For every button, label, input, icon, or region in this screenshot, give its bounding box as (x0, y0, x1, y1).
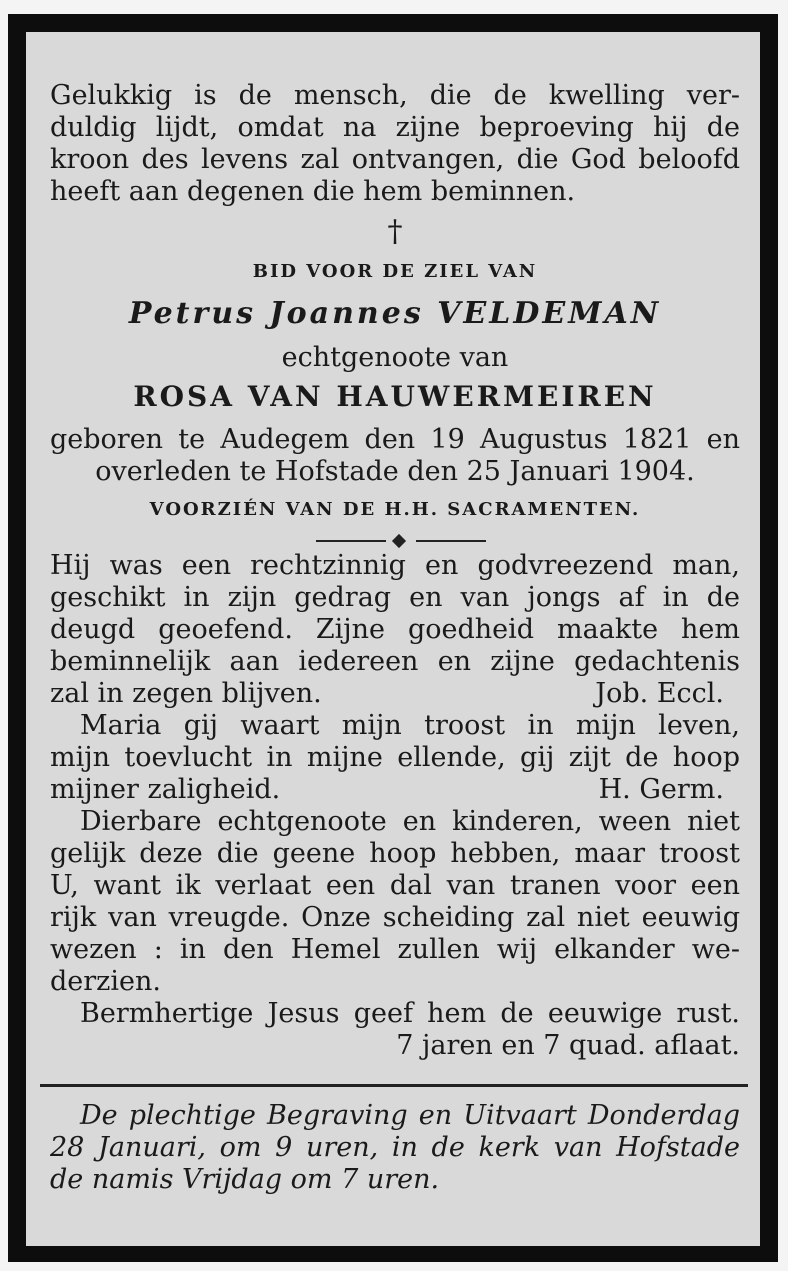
body-line: beminnelijk aan iedereen en zijne gedachtenis (50, 646, 740, 677)
cross-icon: † (387, 214, 403, 249)
body-line: mijn toevlucht in mijne ellende, gij zijt de hoop (50, 742, 740, 773)
attribution: H. Germ. (598, 774, 724, 805)
body-line: Bermhertige Jesus geef hem de eeuwige rust. (80, 998, 740, 1029)
body-line: wezen : in den Hemel zullen wij elkander we- (50, 934, 740, 965)
body-line: U, want ik verlaat een dal van tranen voor een (50, 870, 740, 901)
death-line: overleden te Hofstade den 25 Januari 1904. (95, 456, 695, 487)
body-line: Hij was een rechtzinnig en godvreezend man, (50, 550, 740, 581)
funeral-line: 28 Januari, om 9 uren, in de kerk van Hofstade (50, 1132, 740, 1163)
body-line: derzien. (50, 966, 161, 997)
body-line-with-attribution (50, 774, 740, 806)
funeral-line: de namis Vrijdag om 7 uren. (50, 1164, 440, 1195)
spouse-name: ROSA VAN HAUWERMEIREN (133, 380, 657, 413)
funeral-line: De plechtige Begraving en Uitvaart Donderdag (80, 1100, 740, 1131)
body-text (50, 550, 740, 1062)
body-line: Maria gij waart mijn troost in mijn leven, (80, 710, 740, 741)
memorial-card (8, 14, 778, 1262)
pray-line: BID VOOR DE ZIEL VAN (252, 261, 538, 282)
birth-line: geboren te Audegem den 19 Augustus 1821 en (50, 424, 740, 455)
card-paper (26, 32, 760, 1246)
body-line: gelijk deze die geene hoop hebben, maar troost (50, 838, 740, 869)
verse-line: Gelukkig is de mensch, die de kwelling ver- (50, 80, 740, 111)
opening-verse (50, 80, 740, 208)
body-line: deugd geoefend. Zijne goedheid maakte hem (50, 614, 740, 645)
body-line: zal in zegen blijven. (50, 678, 322, 709)
body-line: rijk van vreugde. Onze scheiding zal niet eeuwig (50, 902, 740, 933)
body-line-with-attribution (50, 678, 740, 710)
verse-line: kroon des levens zal ontvangen, die God beloofd (50, 144, 740, 175)
body-line: Dierbare echtgenoote en kinderen, ween niet (80, 806, 740, 837)
sacraments-line: VOORZIÉN VAN DE H.H. SACRAMENTEN. (149, 499, 641, 520)
spouse-of-label: echtgenoote van (281, 342, 509, 373)
deceased-name: Petrus Joannes VELDEMAN (128, 296, 662, 331)
funeral-notice (50, 1100, 740, 1196)
verse-line: heeft aan degenen die hem beminnen. (50, 176, 576, 207)
verse-line: duldig lijdt, omdat na zijne beproeving hij de (50, 112, 740, 143)
body-line: 7 jaren en 7 quad. aflaat. (396, 1030, 740, 1061)
body-line: geschikt in zijn gedrag en van jongs af in de (50, 582, 740, 613)
attribution: Job. Eccl. (595, 678, 724, 709)
body-line: mijner zaligheid. (50, 774, 281, 805)
divider-rule (40, 1084, 748, 1087)
divider-ornament (316, 535, 486, 547)
